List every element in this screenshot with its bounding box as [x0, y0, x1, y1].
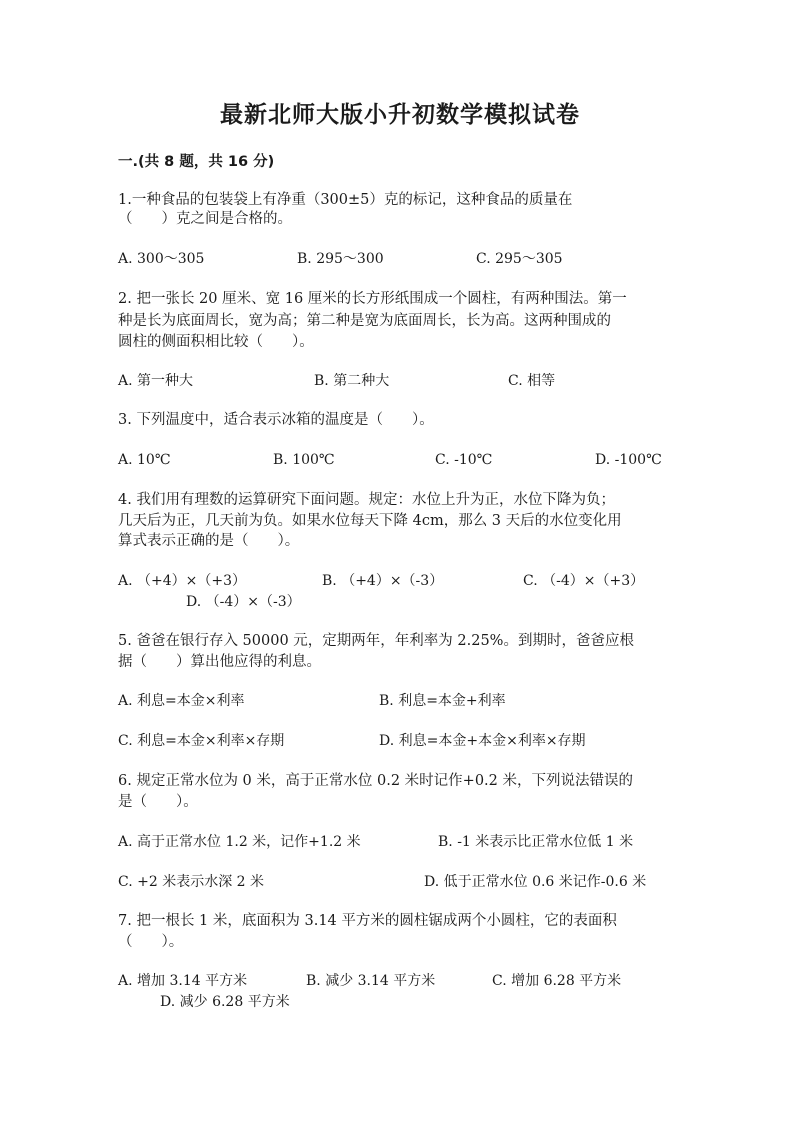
question-2-line-3: 圆柱的侧面积相比较（ ）。 — [118, 334, 314, 350]
question-7-option-a: A. 增加 3.14 平方米 — [118, 973, 248, 989]
question-3-option-a: A. 10℃ — [118, 452, 171, 468]
question-7-line-1: 7. 把一根长 1 米，底面积为 3.14 平方米的圆柱锯成两个小圆柱，它的表面积 — [118, 913, 617, 929]
question-6-line-1: 6. 规定正常水位为 0 米，高于正常水位 0.2 米时记作+0.2 米，下列说法错误的 — [118, 773, 633, 789]
question-3-line-1: 3. 下列温度中，适合表示冰箱的温度是（ ）。 — [118, 412, 434, 428]
question-1-option-b: B. 295～300 — [297, 251, 384, 267]
question-4-option-d: D. （-4）×（-3） — [186, 594, 301, 610]
question-1-line-1: 1.一种食品的包装袋上有净重（300±5）克的标记，这种食品的质量在 — [118, 192, 573, 208]
question-6-line-2: 是（ ）。 — [118, 794, 198, 810]
question-7-option-b: B. 减少 3.14 平方米 — [306, 973, 436, 989]
question-7-option-d: D. 减少 6.28 平方米 — [160, 994, 290, 1010]
question-4-option-c: C. （-4）×（+3） — [523, 573, 645, 589]
question-1-line-2: （ ）克之间是合格的。 — [118, 211, 292, 227]
question-2-option-b: B. 第二种大 — [314, 373, 390, 389]
question-1-option-c: C. 295～305 — [476, 251, 563, 267]
question-2-option-a: A. 第一种大 — [118, 373, 194, 389]
question-6-option-b: B. -1 米表示比正常水位低 1 米 — [438, 834, 634, 850]
question-5-option-b: B. 利息=本金+利率 — [379, 693, 506, 709]
question-2-option-c: C. 相等 — [508, 373, 556, 389]
page-title: 最新北师大版小升初数学模拟试卷 — [220, 102, 580, 128]
question-4-line-3: 算式表示正确的是（ ）。 — [118, 533, 300, 549]
question-6-option-a: A. 高于正常水位 1.2 米，记作+1.2 米 — [118, 834, 361, 850]
question-6-option-c: C. +2 米表示水深 2 米 — [118, 874, 265, 890]
question-4-option-a: A. （+4）×（+3） — [118, 573, 247, 589]
question-1-option-a: A. 300～305 — [118, 251, 205, 267]
question-5-line-1: 5. 爸爸在银行存入 50000 元，定期两年，年利率为 2.25%。到期时，爸爸应根 — [118, 633, 634, 649]
section-heading: 一.(共 8 题，共 16 分) — [118, 154, 275, 170]
question-7-option-c: C. 增加 6.28 平方米 — [492, 973, 622, 989]
question-5-line-2: 据（ ）算出他应得的利息。 — [118, 654, 321, 670]
question-6-option-d: D. 低于正常水位 0.6 米记作-0.6 米 — [424, 874, 647, 890]
question-4-line-2: 几天后为正，几天前为负。如果水位每天下降 4cm，那么 3 天后的水位变化用 — [118, 513, 622, 529]
question-5-option-c: C. 利息=本金×利率×存期 — [118, 733, 285, 749]
question-3-option-c: C. -10℃ — [435, 452, 493, 468]
question-5-option-a: A. 利息=本金×利率 — [118, 693, 245, 709]
question-2-line-2: 种是长为底面周长，宽为高；第二种是宽为底面周长，长为高。这两种围成的 — [118, 313, 611, 329]
question-3-option-b: B. 100℃ — [273, 452, 335, 468]
question-3-option-d: D. -100℃ — [595, 452, 662, 468]
question-4-line-1: 4. 我们用有理数的运算研究下面问题。规定：水位上升为正，水位下降为负； — [118, 492, 615, 508]
question-2-line-1: 2. 把一张长 20 厘米、宽 16 厘米的长方形纸围成一个圆柱，有两种围法。第一 — [118, 291, 627, 307]
question-7-line-2: （ ）。 — [118, 934, 184, 950]
question-4-option-b: B. （+4）×（-3） — [322, 573, 444, 589]
question-5-option-d: D. 利息=本金+本金×利率×存期 — [379, 733, 586, 749]
